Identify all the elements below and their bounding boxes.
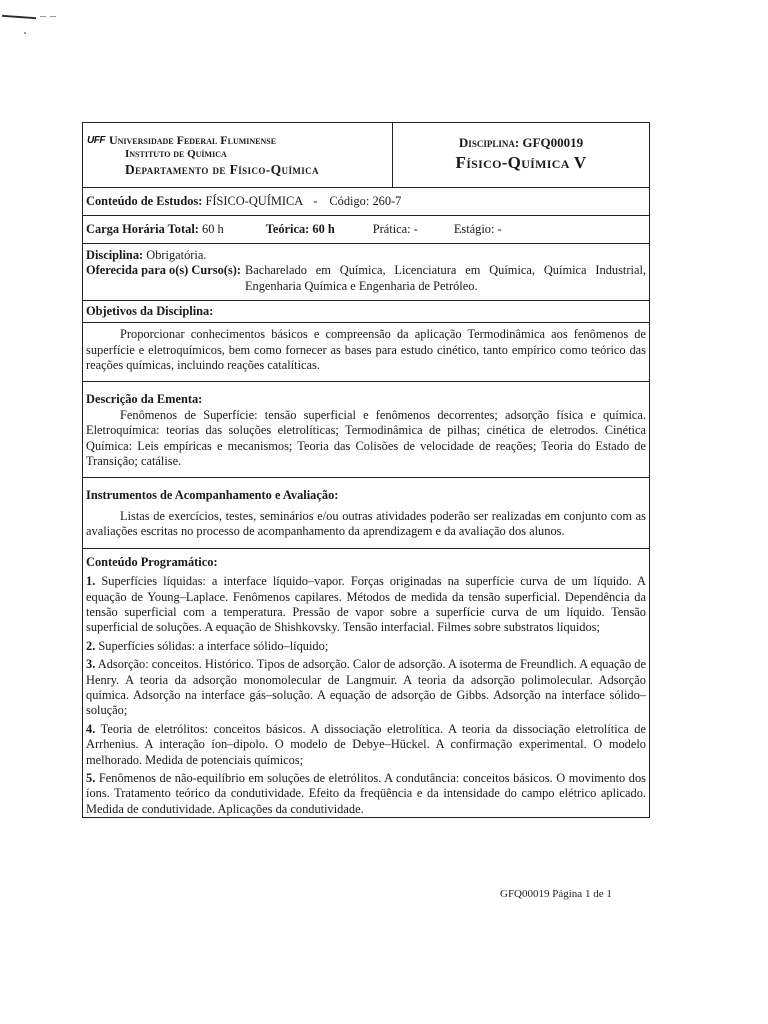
pratica-value: Prática: -: [372, 221, 418, 236]
conteudo-label: Conteúdo de Estudos:: [86, 193, 203, 208]
conteudo-separator: -: [313, 193, 318, 208]
instrumentos-section: [83, 478, 649, 548]
carga-value: 60 h: [202, 221, 224, 236]
programa-title: Conteúdo Programático:: [86, 554, 218, 569]
programa-item: 1. Superfícies líquidas: a interface líquido–vapor. Forças originadas na superfície curva de um líquido. A equação de Young–Laplace. Fenômenos capilares. Métodos de medida da tensão superficial. Dependência da tensão superficial com a temperatura. Pressão de vapor sobre a superfície curva de um líquido. Tensão superficial de soluções. A equação de Shishkovsky. Tensão interfacial. Filmes sobre substratos líquidos;: [86, 574, 646, 635]
oferecida-label: Oferecida para o(s) Curso(s):: [86, 263, 241, 278]
discipline-block: [393, 123, 649, 187]
page-footer: GFQ00019 Página 1 de 1: [500, 888, 612, 900]
syllabus-document: [82, 122, 650, 818]
instrumentos-text: Listas de exercícios, testes, seminários e/ou outras atividades poderão ser realizadas em conjunto com as avaliações escritas no processo de acompanhamento da aprendizagem e da avaliação dos alunos.: [86, 508, 646, 539]
discipline-code: Disciplina: GFQ00019: [458, 135, 584, 150]
ementa-section: [83, 382, 649, 478]
department-name: Departamento de Físico-Química: [125, 162, 319, 178]
disciplina-row: [83, 244, 649, 301]
disciplina-value: Obrigatória.: [146, 248, 207, 262]
discipline-name: Físico-Química V: [455, 153, 587, 173]
institution-block: [83, 123, 393, 187]
scan-mark: [2, 12, 62, 22]
carga-label: Carga Horária Total:: [86, 221, 199, 236]
programa-item: 4. Teoria de eletrólitos: conceitos básicos. A dissociação eletrolítica. A teoria da dissociação eletrolítica de Arrhenius. A interação íon–dipolo. O modelo de Debye–Hückel. A confirmação experimental. O modelo melhorado. Medida de potenciais químicos;: [86, 721, 646, 767]
institute-name: Instituto de Química: [125, 148, 227, 161]
conteudo-value: FÍSICO-QUÍMICA: [205, 193, 304, 208]
codigo-value: 260-7: [372, 193, 402, 208]
objetivos-text: Proporcionar conhecimentos básicos e compreensão da aplicação Termodinâmica aos fenômenos de superfície e eletroquímicos, bem como fornecer as bases para estudo cinético, tanto empírico como teórico das reações químicas, incluindo reações catalíticas.: [86, 327, 646, 373]
university-name: Universidade Federal Fluminense: [108, 133, 277, 147]
oferecida-value: Bacharelado em Química, Licenciatura em Química, Química Industrial, Engenharia Química e Engenharia de Petróleo.: [244, 263, 646, 293]
programa-item: 5. Fenômenos de não-equilíbrio em soluções de eletrólitos. A condutância: conceitos básicos. O movimento dos íons. Tratamento teórico da condutividade. Efeito da freqüência e da intensidade do campo elétrico aplicado. Medida de condutividade. Aplicações da condutividade.: [86, 770, 646, 816]
objetivos-title: Objetivos da Disciplina:: [83, 301, 649, 323]
header-row: [83, 123, 649, 188]
estagio-value: Estágio: -: [453, 221, 502, 236]
programa-item: 2. Superfícies sólidas: a interface sólido–líquido;: [86, 638, 329, 653]
carga-row: [83, 216, 649, 244]
scan-dot: [24, 32, 26, 34]
ementa-title: Descrição da Ementa:: [86, 392, 203, 407]
objetivos-body: [83, 323, 649, 382]
programa-section: [83, 549, 649, 818]
teorica-value: Teórica: 60 h: [265, 221, 335, 236]
uff-logo: UFF: [87, 135, 105, 146]
conteudo-row: [83, 188, 649, 216]
disciplina-label: Disciplina:: [86, 248, 144, 262]
programa-item: 3. Adsorção: conceitos. Histórico. Tipos de adsorção. Calor de adsorção. A isoterma de Freundlich. A equação de Henry. A teoria da adsorção monomolecular de Langmuir. A teoria da adsorção polimolecular. Adsorção química. Adsorção na interface gás–solução. A equação de adsorção de Gibbs. Adsorção na interface sólido–solução;: [86, 657, 647, 718]
instrumentos-title: Instrumentos de Acompanhamento e Avaliação:: [86, 488, 339, 503]
codigo-label: Código:: [329, 193, 370, 208]
ementa-text: Fenômenos de Superfície: tensão superficial e fenômenos decorrentes; adsorção física e química. Eletroquímica: teorias das soluções eletrolíticas; Termodinâmica de pilhas; cinética de eletrodos. Cinética Química: Leis empíricas e mecanismos; Teoria das Colisões de velocidade de reações; Teoria do Estado de Transição; catálise.: [86, 407, 646, 469]
